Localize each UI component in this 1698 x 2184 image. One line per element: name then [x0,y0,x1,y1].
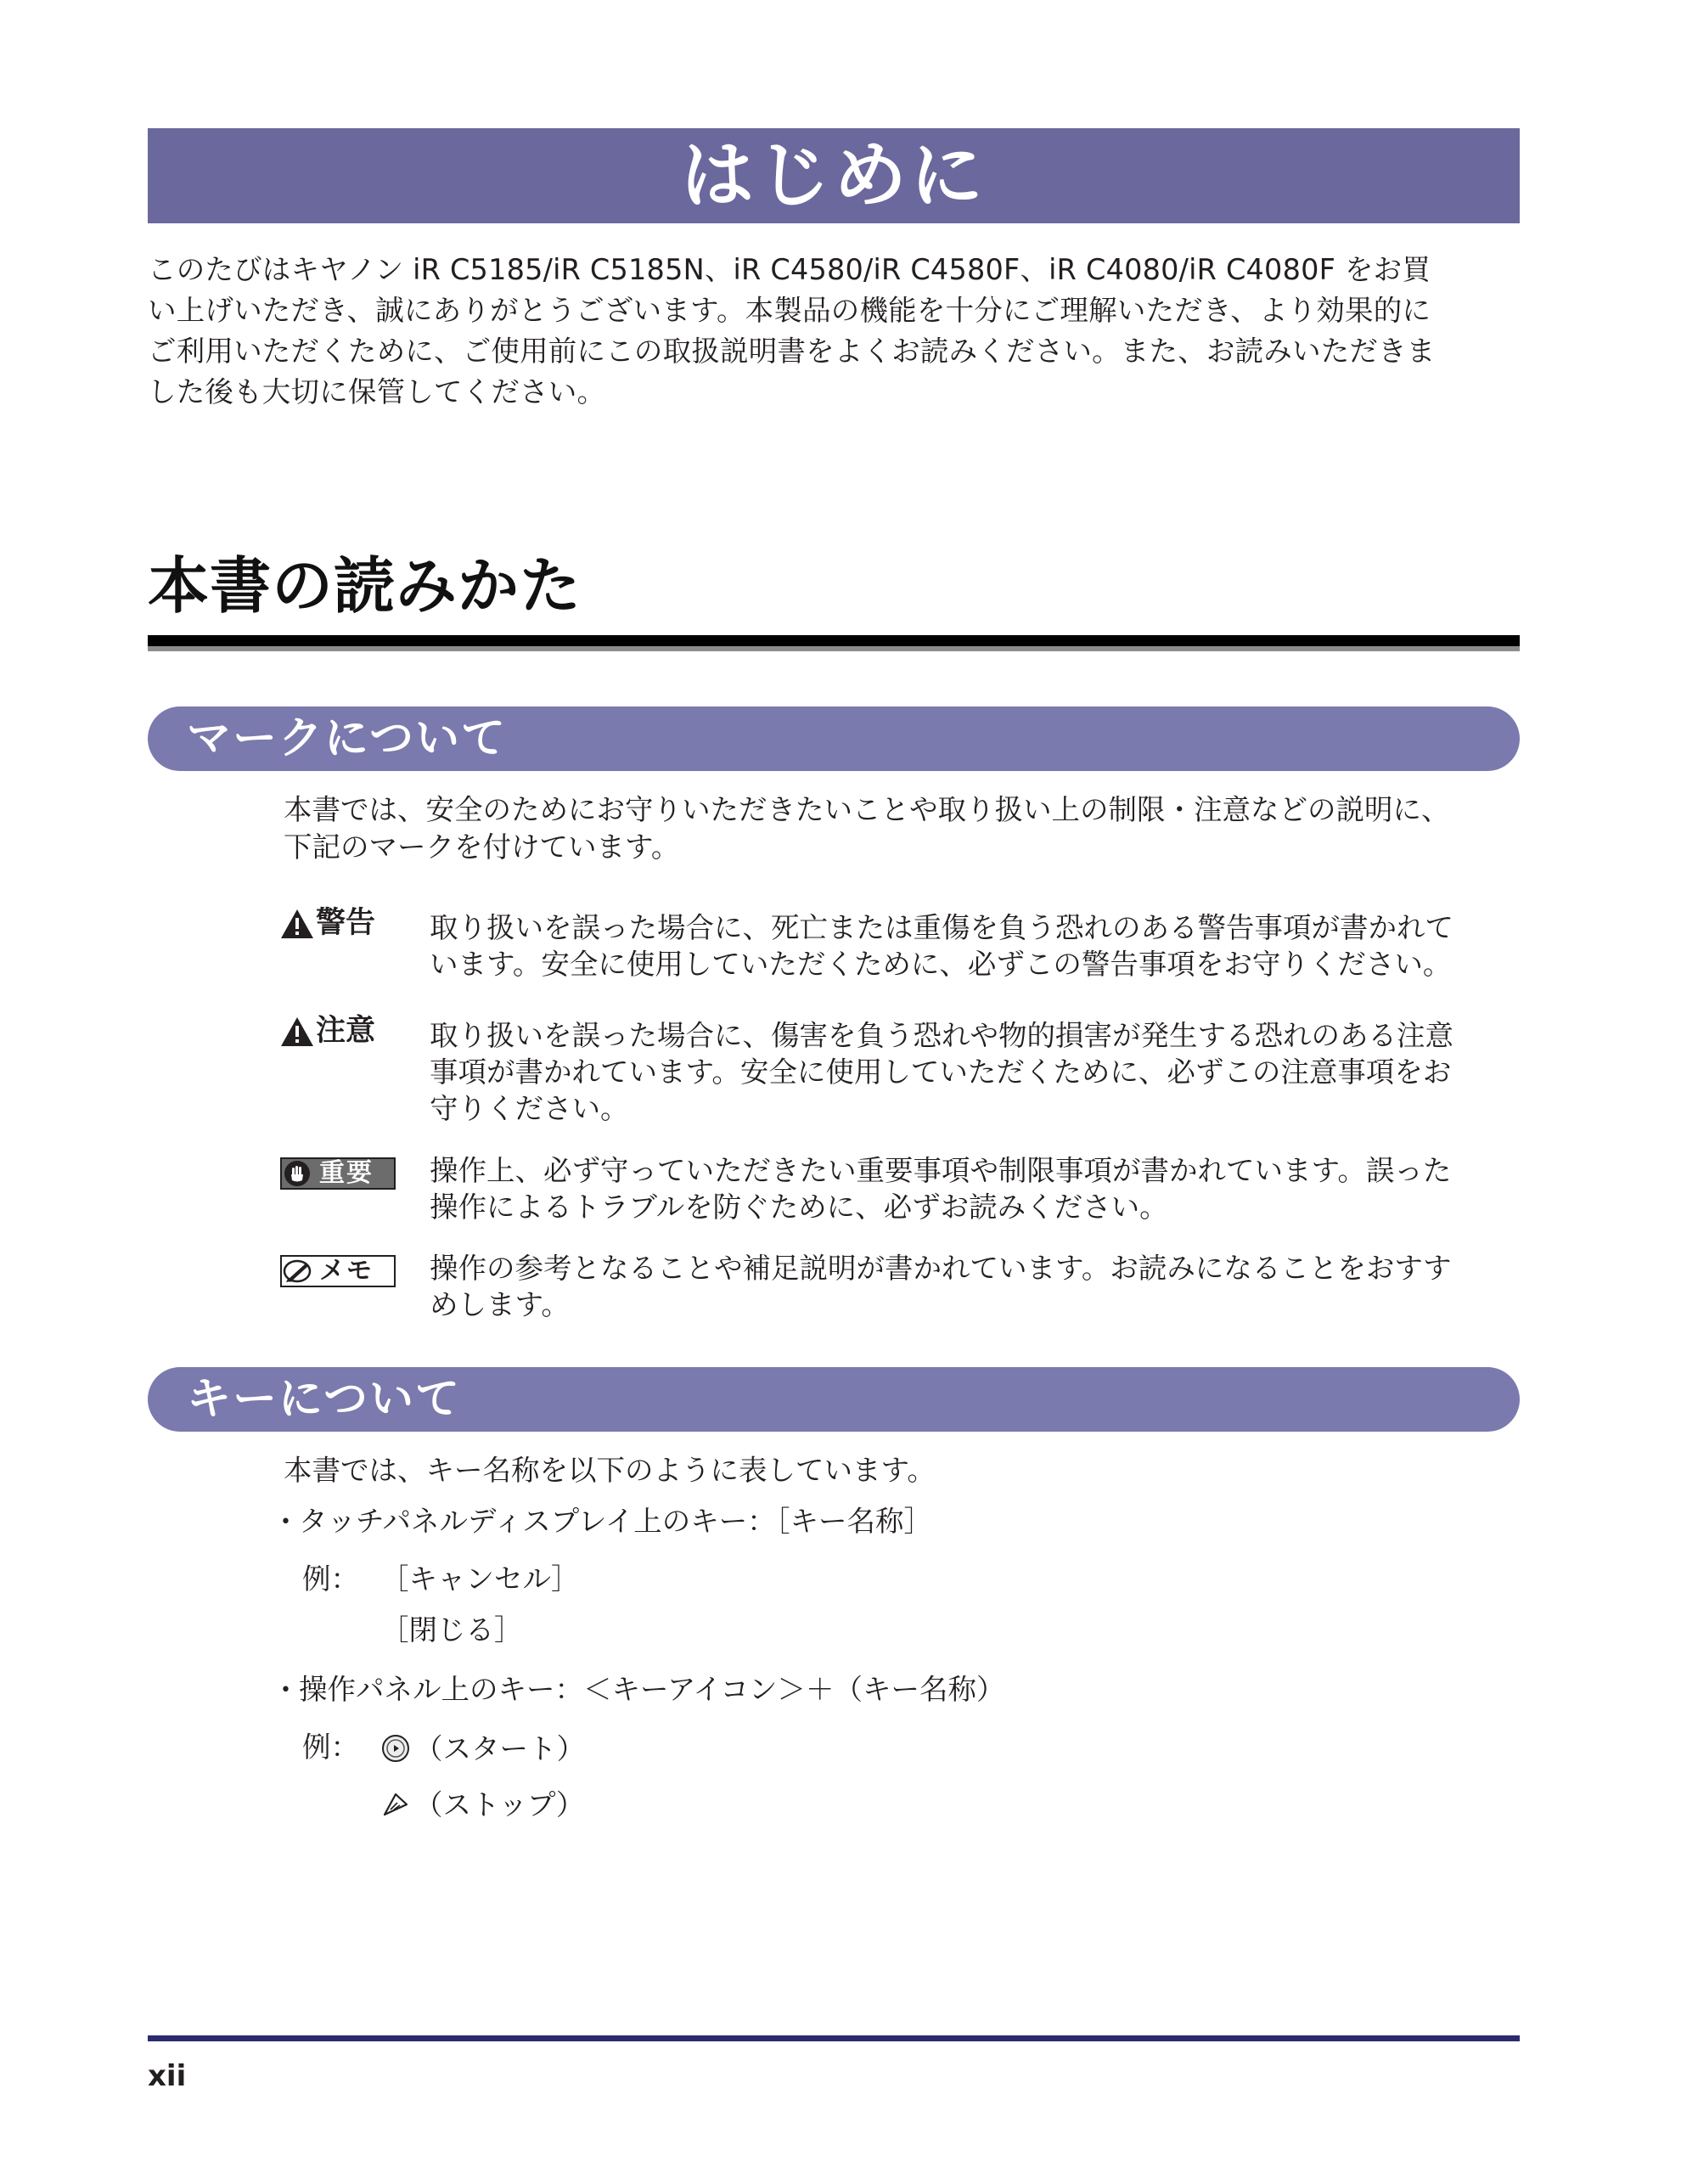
warning-triangle-icon [280,1016,314,1047]
marks-section-header [148,706,1520,771]
caution-line: 守りください。 [430,1092,629,1125]
important-badge [280,1157,396,1190]
title-banner [148,128,1520,223]
marks-section-title: マークについて [187,713,507,764]
keys-section-title: キーについて [187,1374,461,1425]
intro-line: ご利用いただくために、ご使用前にこの取扱説明書をよくお読みください。また、お読みいただきま [148,335,1436,368]
warning-triangle-icon [280,909,314,939]
heading-rule-thick [148,635,1520,646]
warning-description [430,909,1525,982]
bullet: • [280,1511,291,1533]
keys-intro [284,1452,936,1489]
intro-paragraph [148,250,1521,413]
memo-badge [280,1255,396,1287]
intro-line: した後も大切に保管してください。 [148,375,606,408]
bullet-control-panel [280,1671,1004,1709]
example-cancel-key: ［キャンセル］ [380,1562,580,1596]
caution-label [280,1012,375,1050]
page-title: はじめに [681,133,987,218]
memo-label: メモ [319,1256,374,1286]
stop-key-label: （ストップ） [414,1788,585,1821]
hand-stop-icon [282,1158,312,1189]
caution-line: 事項が書かれています。安全に使用していただくために、必ずこの注意事項をお [430,1055,1452,1089]
marks-intro [284,791,1450,866]
example-stop-key [380,1787,584,1824]
intro-line: い上げいただき、誠にありがとうございます。本製品の機能を十分にご理解いただき、より効果的に [148,294,1431,327]
important-line: 操作上、必ず守っていただきたい重要事項や制限事項が書かれています。誤った [430,1154,1452,1187]
caution-line: 取り扱いを誤った場合に、傷害を負う恐れや物的損害が発生する恐れのある注意 [430,1019,1453,1052]
example-start-key [380,1731,585,1768]
warning-label-text: 警告 [316,906,376,940]
example-close-key: ［閉じる］ [380,1613,523,1646]
important-label: 重要 [319,1158,374,1188]
bullet: • [280,1680,291,1701]
marks-intro-line: 本書では、安全のためにお守りいただきたいことや取り扱い上の制限・注意などの説明に、 [284,793,1450,826]
important-description [430,1152,1525,1225]
warning-label [280,904,375,942]
start-key-label: （スタート） [414,1732,585,1765]
keys-section-header [148,1367,1520,1432]
warning-line: います。安全に使用していただくために、必ずこの警告事項をお守りください。 [430,948,1452,981]
keys-intro-line: 本書では、キー名称を以下のように表しています。 [284,1454,936,1487]
bullet-touch-panel [280,1503,932,1541]
page-number: xii [148,2059,187,2093]
intro-line: このたびはキヤノン iR C5185/iR C5185N、iR C4580/iR C4580F、iR C4080/iR C4080F をお買 [148,253,1431,286]
caution-description [430,1017,1525,1127]
memo-line: めします。 [430,1288,570,1321]
section-heading: 本書の読みかた [148,550,582,622]
pencil-icon [282,1256,312,1286]
footer-rule [148,2035,1520,2041]
example-label: 例： [302,1731,359,1764]
caution-label-text: 注意 [316,1014,376,1048]
marks-intro-line: 下記のマークを付けています。 [284,830,680,864]
example-label: 例： [302,1562,359,1596]
important-line: 操作によるトラブルを防ぐために、必ずお読みください。 [430,1191,1168,1224]
bullet-text: タッチパネルディスプレイ上のキー：［キー名称］ [299,1505,933,1538]
heading-rule-thin [148,646,1520,651]
memo-description [430,1250,1525,1323]
start-icon [380,1733,411,1764]
memo-line: 操作の参考となることや補足説明が書かれています。お読みになることをおすす [430,1252,1452,1285]
bullet-text: 操作パネル上のキー：＜キーアイコン＞＋（キー名称） [299,1673,1005,1706]
stop-icon [380,1789,411,1820]
warning-line: 取り扱いを誤った場合に、死亡または重傷を負う恐れのある警告事項が書かれて [430,911,1453,944]
